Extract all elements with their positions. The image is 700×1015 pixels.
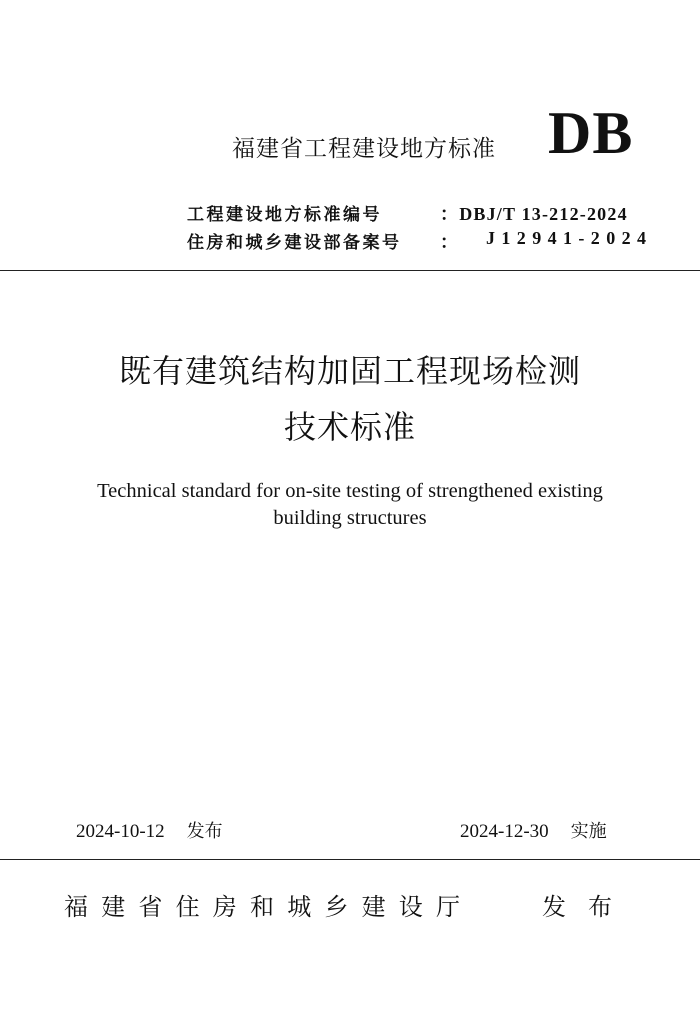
record-number-value: J12941-2024 [486,228,653,248]
record-number-colon: ： [440,232,458,252]
top-divider [0,270,700,271]
title-en-line2: building structures [273,507,427,529]
db-mark: DB [548,100,634,166]
standard-number-code: DBJ/T 13-212-2024 [459,204,628,224]
issue-label: 发布 [186,821,223,842]
effective-label: 实施 [570,821,607,842]
publisher: 福建省住房和城乡建设厅 [64,893,474,921]
standard-number-colon: ： [440,204,460,224]
effective-date-block [460,817,607,843]
publish-label: 发布 [542,893,634,921]
series-title: 福建省工程建设地方标准 [232,136,496,162]
issue-date-block [76,817,223,843]
bottom-divider [0,859,700,860]
title-cn-line2: 技术标准 [283,408,416,446]
record-number-label: 住房和城乡建设部备案号 [187,233,402,253]
title-en-line1: Technical standard for on-site testing of strengthened existing [97,480,603,502]
effective-date: 2024-12-30 [460,821,549,842]
issue-date: 2024-10-12 [76,821,165,842]
standard-number-label: 工程建设地方标准编号 [187,205,382,225]
title-cn-line1: 既有建筑结构加固工程现场检测 [118,352,581,390]
standard-number-value [440,200,628,226]
